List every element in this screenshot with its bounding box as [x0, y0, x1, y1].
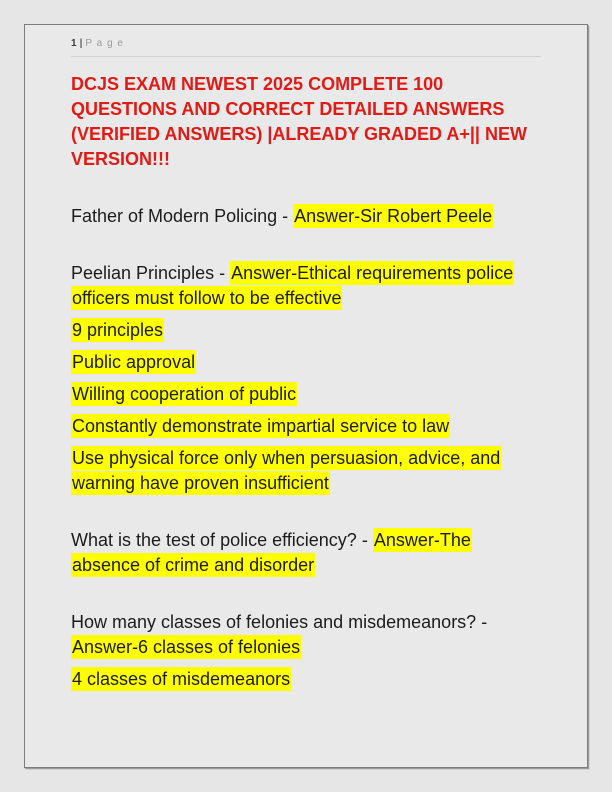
highlighted-answer-text: Willing cooperation of public [72, 384, 297, 404]
highlighted-answer-text: Public approval [72, 352, 196, 372]
paragraph [71, 667, 541, 692]
highlighted-answer-text: Answer-Sir Robert Peele [294, 206, 493, 226]
document-page [24, 24, 588, 768]
paragraph [71, 414, 541, 439]
page-number: 1 [71, 38, 77, 49]
paragraph [71, 382, 541, 407]
paragraph [71, 610, 541, 660]
paragraph [71, 446, 541, 496]
question-text: Father of Modern Policing - [71, 206, 294, 226]
highlighted-answer-text: Use physical force only when persuasion, advice, and warning have proven insufficient [72, 448, 501, 493]
question-text: How many classes of felonies and misdemeanors? - [71, 612, 488, 632]
paragraph [71, 528, 541, 578]
paragraph [71, 350, 541, 375]
highlighted-answer-text: Answer-Ethical requirements police officers must follow to be effective [72, 263, 514, 308]
paragraph [71, 318, 541, 343]
header-separator: | [79, 38, 83, 49]
highlighted-answer-text: Answer-The absence of crime and disorder [72, 530, 471, 575]
highlighted-answer-text: 4 classes of misdemeanors [72, 669, 291, 689]
highlighted-answer-text: 9 principles [72, 320, 164, 340]
document-title: DCJS EXAM NEWEST 2025 COMPLETE 100 QUESTIONS AND CORRECT DETAILED ANSWERS (VERIFIED ANSWERS) |ALREADY GRADED A+|| NEW VERSION!!! [71, 74, 527, 169]
highlighted-answer-text: Constantly demonstrate impartial service to law [72, 416, 450, 436]
question-text: What is the test of police efficiency? - [71, 530, 373, 550]
question-text: Peelian Principles - [71, 263, 231, 283]
highlighted-answer-text: Answer-6 classes of felonies [72, 637, 301, 657]
document-content [71, 72, 541, 692]
document-body [71, 204, 541, 692]
paragraph [71, 261, 541, 311]
paragraph [71, 204, 541, 229]
page-header [71, 37, 541, 57]
header-label: P a g e [85, 38, 124, 49]
